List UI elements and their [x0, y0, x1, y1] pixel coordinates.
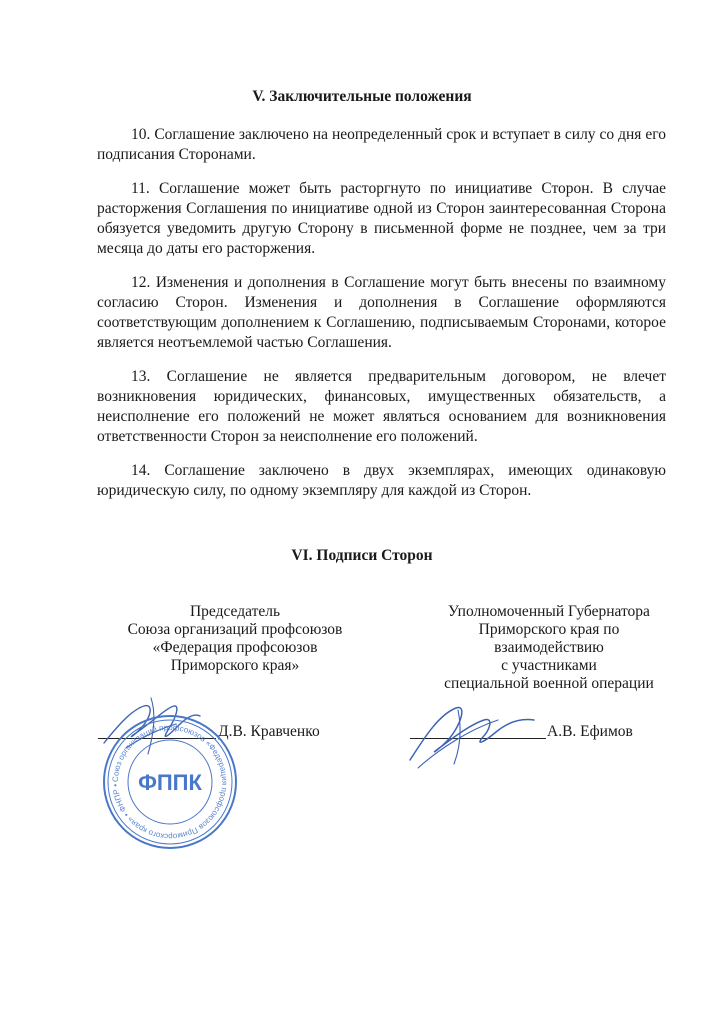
stamp-center-text: ФППК [138, 770, 202, 795]
left-signatory-title [100, 603, 370, 675]
left-title-line: Председатель [189, 603, 281, 620]
right-title-line: Приморского края по [478, 621, 620, 638]
paragraph-12: 12. Изменения и дополнения в Соглашение могут быть внесены по взаимному согласию Сторон. Изменения и дополнения в Соглашение оформляются соответствующим дополнением к Соглашению, подписываемым Сторонами, которое является неотъемлемой частью Соглашения. [97, 274, 666, 351]
paragraph-10: 10. Соглашение заключено на неопределенный срок и вступает в силу со дня его подписания Сторонами. [97, 126, 666, 163]
left-title-line: «Федерация профсоюзов [152, 639, 318, 656]
section-v-body [97, 125, 666, 501]
section-v-title: V. Заключительные положения [252, 88, 472, 105]
right-title-line: взаимодействию [494, 639, 604, 656]
right-signatory-name: А.В. Ефимов [547, 723, 633, 740]
organization-stamp [100, 712, 240, 852]
stamp-ring-text: Союз организаций профсоюзов «Федерация профсоюзов Приморского края» • ФНПР • [110, 722, 230, 842]
right-title-line: Уполномоченный Губернатора [448, 603, 650, 620]
left-title-line: Приморского края» [170, 657, 300, 674]
paragraph-14: 14. Соглашение заключено в двух экземплярах, имеющих одинаковую юридическую силу, по одному экземпляру для каждой из Сторон. [97, 462, 666, 499]
right-title-line: с участниками [501, 657, 597, 674]
paragraph-13: 13. Соглашение не является предварительным договором, не влечет возникновения юридических, финансовых, имущественных обязательств, а неисполнение его положений не может являться основанием для возникновения ответственности Сторон за неисполнение его положений. [97, 368, 666, 445]
section-vi-title: VI. Подписи Сторон [291, 547, 433, 564]
paragraph-11: 11. Соглашение может быть расторгнуто по инициативе Сторон. В случае расторжения Соглашения по инициативе одной из Сторон заинтересованная Сторона обязуется уведомить другую Сторону в письменной форме не позднее, чем за три месяца до даты его расторжения. [97, 180, 666, 257]
left-signatory-name: Д.В. Кравченко [218, 723, 320, 740]
right-signature [398, 690, 548, 780]
right-signatory-title [414, 603, 684, 693]
left-title-line: Союза организаций профсоюзов [127, 621, 343, 638]
right-title-line: специальной военной операции [444, 675, 654, 692]
